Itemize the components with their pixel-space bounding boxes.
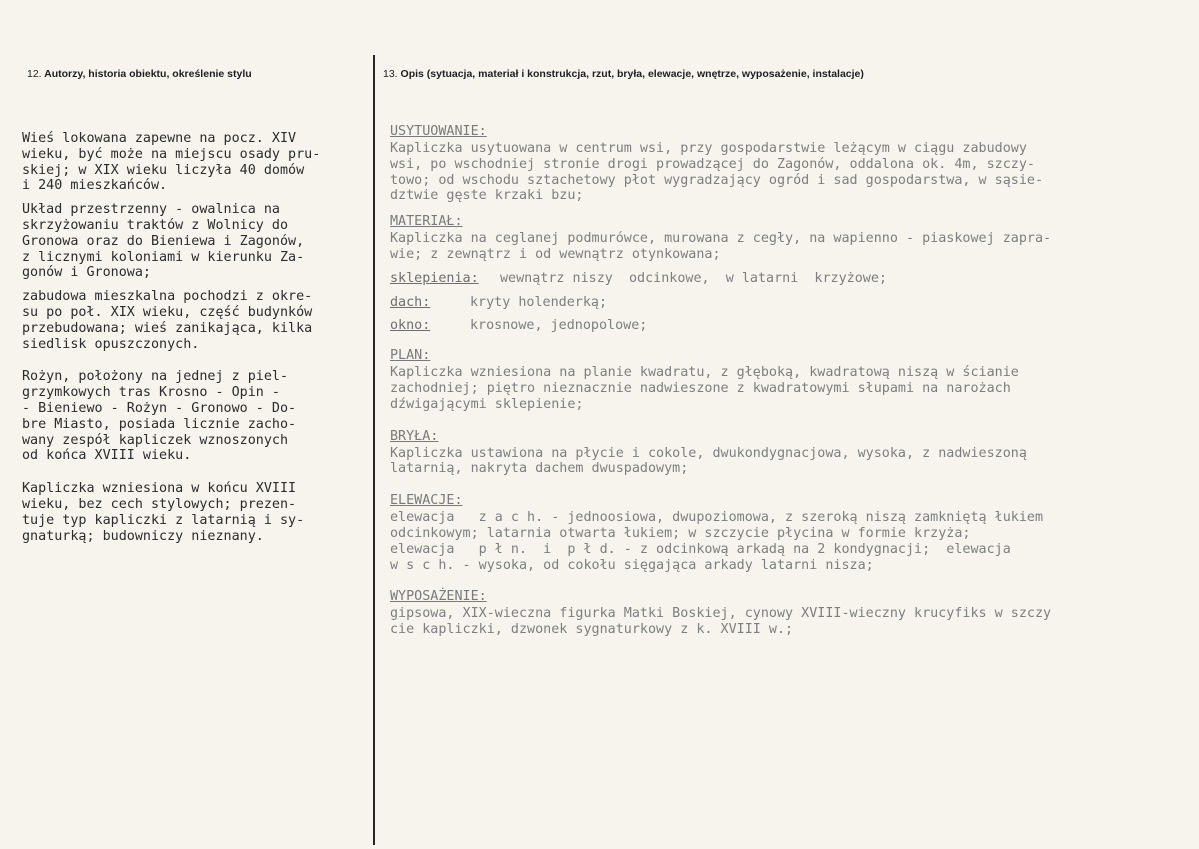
text-line: i 240 mieszkańców. [22,178,168,194]
text-line: wie; z zewnątrz i od wewnątrz otynkowana; [390,246,721,262]
text-line: wsi, po wschodniej stronie drogi prowadzącej do Zagonów, oddalona ok. 4m, szczy- [390,156,1035,172]
text-line: dźwigającymi sklepienie; [390,396,584,412]
section-heading-bryla: BRYŁA: [390,428,439,444]
text-line: gnaturką; budowniczy nieznany. [22,528,264,544]
text-line: Kapliczka na ceglanej podmurówce, murowana z cegły, na wapienno - piaskowej zapra- [390,231,1052,247]
text-line: - Bieniewo - Rożyn - Gronowo - Do- [22,400,297,416]
okno-row [390,318,1195,334]
history-paragraph-5 [22,481,374,544]
section-heading-plan: PLAN: [390,348,431,364]
wyposazenie-text [390,606,1195,638]
text-line: zachodniej; piętro nieznacznie nadwieszone z kwadratowymi słupami na narożach [390,380,1011,396]
text-line: wieku, bez cech stylowych; prezen- [22,496,297,512]
text-line: z licznymi koloniami w kierunku Za- [22,249,305,265]
text-line: siedlisk opuszczonych. [22,336,200,352]
section-heading-usytuowanie: USYTUOWANIE: [390,124,487,139]
left-column-header [27,68,252,80]
history-paragraph-3 [22,289,374,352]
left-header-title: Autorzy, historia obiektu, określenie stylu [44,68,252,80]
text-line: w s c h. - wysoka, od cokołu sięgająca arkady latarni nisza; [390,557,874,573]
text-line: Kapliczka wzniesiona na planie kwadratu, z głęboką, kwadratową niszą w ścianie [390,365,1019,381]
dach-row [390,295,1195,311]
text-line: Gronowa oraz do Bieniewa i Zagonów, [22,233,305,249]
text-line: Rożyn, położony na jednej z piel- [22,369,289,385]
bryla-text [390,446,1195,478]
plan-text [390,365,1195,412]
sklepienia-row [390,271,1195,287]
history-paragraph-2 [22,202,374,281]
text-line: skrzyżowaniu traktów z Wolnicy do [22,217,289,233]
text-line: Kapliczka usytuowana w centrum wsi, przy gospodarstwie leżącym w ciągu zabudowy [390,141,1027,156]
okno-value: krosnowe, jednopolowe; [470,318,648,334]
text-line: gonów i Gronowa; [22,265,151,281]
text-line: dztwie gęste krzaki bzu; [390,188,584,204]
text-line: odcinkowym; latarnia otwarta łukiem; w szczycie płycina w formie krzyża; [390,525,971,541]
history-paragraph-4 [22,369,374,464]
text-line: towo; od wschodu sztachetowy płot wygradzający ogród i sad gospodarstwa, w sąsie- [390,172,1044,188]
text-line: przebudowana; wieś zanikająca, kilka [22,320,313,336]
dach-label: dach: [390,294,431,310]
sklepienia-label: sklepienia: [390,270,479,286]
elewacje-text [390,510,1195,573]
okno-label: okno: [390,318,431,334]
text-line: latarnią, nakryta dachem dwuspadowym; [390,461,689,477]
text-line: grzymkowych tras Krosno - Opin - [22,385,280,401]
section-heading-material: MATERIAŁ: [390,214,463,230]
sklepienia-value: wewnątrz niszy odcinkowe, w latarni krzyżowe; [500,270,887,286]
section-heading-elewacje: ELEWACJE: [390,493,463,509]
material-text [390,231,1195,263]
text-line: tuje typ kapliczki z latarnią i sy- [22,512,305,528]
text-line: skiej; w XIX wieku liczyła 40 domów [22,162,305,178]
right-column-header [383,68,864,80]
text-line: Kapliczka ustawiona na płycie i cokole, dwukondygnacjowa, wysoka, z nadwieszoną [390,445,1027,461]
text-line: su po poł. XIX wieku, część budynków [22,304,313,320]
section-heading-wyposazenie: WYPOSAŻENIE: [390,589,487,605]
text-line: cie kapliczki, dzwonek sygnaturkowy z k. XVIII w.; [390,622,794,638]
text-line: bre Miasto, posiada licznie zacho- [22,416,297,432]
text-line: zabudowa mieszkalna pochodzi z okre- [22,289,313,305]
left-header-number: 12. [27,68,42,80]
dach-value: kryty holenderką; [470,294,608,310]
text-line: wany zespół kapliczek wznoszonych [22,432,289,448]
text-line: od końca XVIII wieku. [22,448,192,464]
text-line: elewacja z a c h. - jednoosiowa, dwupoziomowa, z szeroką niszą zamkniętą łukiem [390,510,1044,526]
text-line: gipsowa, XIX-wieczna figurka Matki Boskiej, cynowy XVIII-wieczny krucyfiks w szczy [390,606,1052,622]
right-header-number: 13. [383,68,398,80]
text-line: Wieś lokowana zapewne na pocz. XIV [22,131,297,146]
text-line: Kapliczka wzniesiona w końcu XVIII [22,481,297,497]
right-column-text [390,118,1195,642]
right-header-title: Opis (sytuacja, materiał i konstrukcja, rzut, bryła, elewacje, wnętrze, wyposażenie, instalacje) [400,68,864,80]
text-line: Układ przestrzenny - owalnica na [22,202,280,218]
text-line: elewacja p ł n. i p ł d. - z odcinkową arkadą na 2 kondygnacji; elewacja [390,541,1011,557]
usytuowanie-text [390,141,1195,204]
text-line: wieku, być może na miejscu osady pru- [22,146,321,162]
history-paragraph-1 [22,131,374,194]
left-column-text [22,131,374,552]
